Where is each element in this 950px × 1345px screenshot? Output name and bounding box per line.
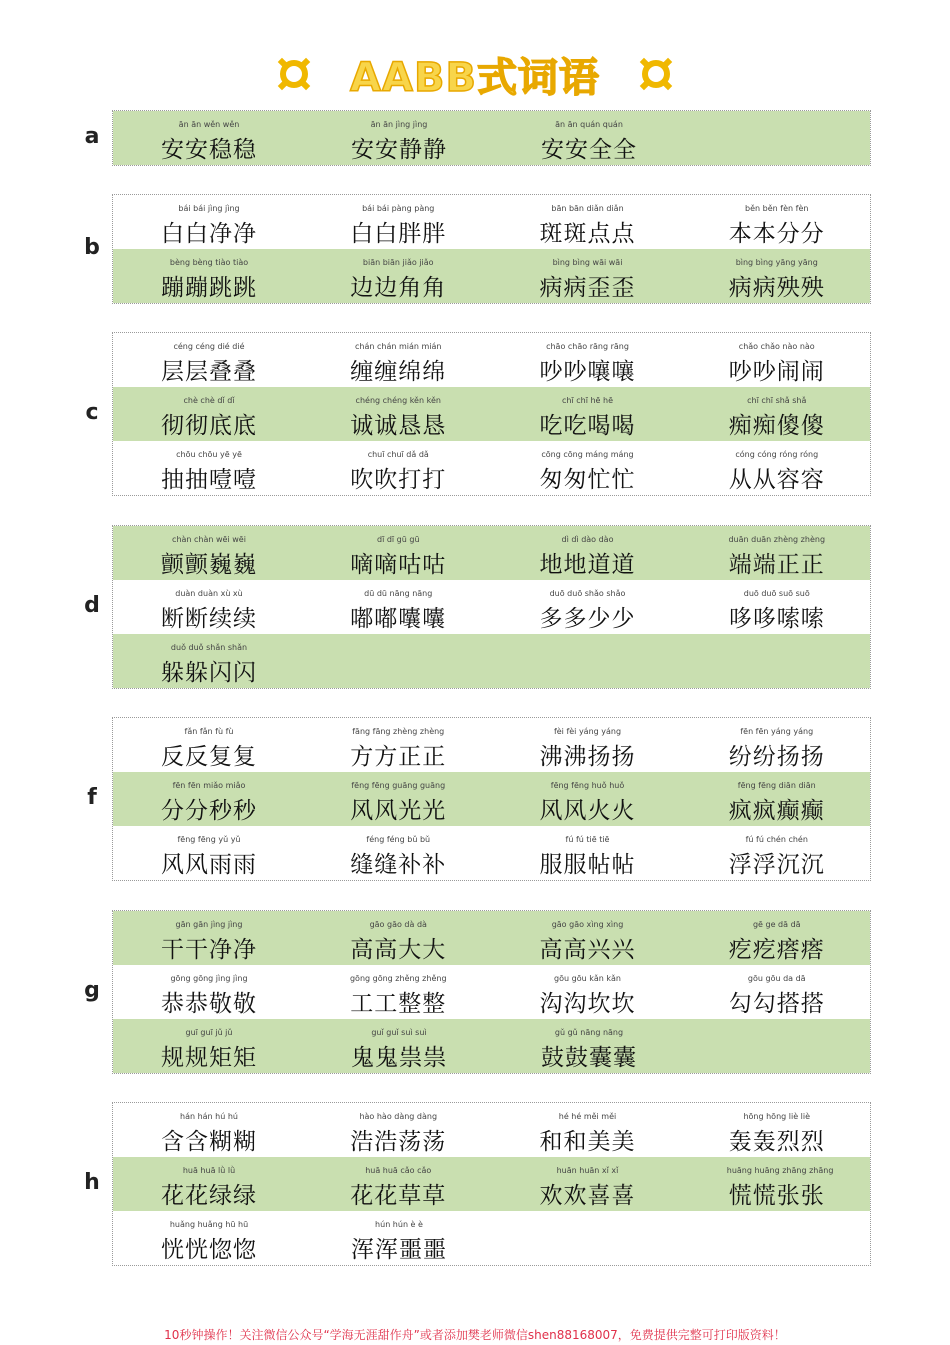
word-item [113, 195, 302, 249]
hanzi-word: 花花绿绿 [161, 1183, 257, 1209]
hanzi-word: 恍恍惚惚 [161, 1237, 257, 1263]
word-row [113, 718, 870, 772]
pinyin: gōu gōu da dā [747, 974, 806, 983]
word-item [302, 965, 491, 1019]
word-item [302, 195, 491, 249]
hanzi-word: 吵吵嚷嚷 [539, 359, 636, 385]
hanzi-word: 哆哆嗦嗦 [728, 606, 825, 632]
footer-note: 10秒钟操作！关注微信公众号“学海无涯甜作舟”或者添加樊老师微信shen88168007，免费提供完整可打印版资料！ [164, 1328, 786, 1342]
word-item [681, 826, 870, 880]
word-row [113, 387, 870, 441]
hanzi-word: 欢欢喜喜 [539, 1183, 636, 1209]
pinyin: fēng fēng diān diān [737, 781, 816, 790]
pinyin: fēng fēng guāng guāng [351, 781, 446, 790]
hanzi-word: 吵吵闹闹 [728, 359, 825, 385]
pinyin: gōu gōu kǎn kǎn [554, 974, 621, 983]
sun-icon-left [274, 54, 314, 94]
hanzi-word: 风风雨雨 [161, 852, 257, 878]
pinyin: duō duō suō suō [743, 589, 810, 598]
page-title: AABB式词语 [350, 54, 600, 101]
hanzi-word: 疙疙瘩瘩 [728, 937, 825, 963]
word-item [113, 718, 302, 772]
pinyin: chī chī shǎ shǎ [747, 396, 807, 405]
word-item [302, 1157, 491, 1211]
word-item [113, 911, 302, 965]
hanzi-word: 断断续续 [161, 606, 257, 632]
section-box-h [112, 1102, 871, 1266]
pinyin: chàn chàn wēi wēi [172, 535, 246, 544]
hanzi-word: 反反复复 [161, 744, 257, 770]
word-item [303, 111, 493, 165]
hanzi-word: 病病殃殃 [728, 275, 825, 301]
hanzi-word: 缝缝补补 [350, 852, 447, 878]
hanzi-word: 安安稳稳 [161, 137, 257, 163]
pinyin: fēn fēn miǎo miǎo [172, 781, 246, 790]
pinyin: chè chè dǐ dǐ [183, 396, 235, 405]
word-item [113, 249, 302, 303]
pinyin: huā huā cǎo cǎo [365, 1166, 432, 1175]
hanzi-word: 嘟嘟囔囔 [350, 606, 447, 632]
hanzi-word: 工工整整 [350, 991, 447, 1017]
pinyin: chōu chōu yē yē [176, 450, 242, 459]
word-item [681, 387, 870, 441]
word-item [493, 1019, 683, 1073]
word-item [302, 826, 491, 880]
word-item [113, 634, 303, 688]
word-item [302, 772, 491, 826]
section-box-d [112, 525, 871, 689]
word-item [492, 826, 681, 880]
word-item [492, 1103, 681, 1157]
pinyin: dī dī gū gū [376, 535, 420, 544]
word-row [113, 111, 870, 165]
pinyin: gǔ gǔ nāng nāng [554, 1028, 624, 1037]
pinyin: fēn fēn yáng yáng [740, 727, 814, 736]
pinyin: huā huā lǜ lǜ [182, 1166, 236, 1175]
hanzi-word: 服服帖帖 [539, 852, 636, 878]
word-item [302, 333, 491, 387]
pinyin: fēng fēng yǔ yǔ [177, 835, 241, 844]
word-item [113, 1103, 302, 1157]
pinyin: fāng fāng zhèng zhèng [352, 727, 445, 736]
pinyin: huān huān xǐ xǐ [556, 1166, 619, 1175]
hanzi-word: 轰轰烈烈 [728, 1129, 825, 1155]
word-item [493, 111, 683, 165]
section-box-a [112, 110, 871, 166]
word-item [492, 965, 681, 1019]
pinyin: huǎng huǎng hū hū [169, 1220, 249, 1229]
word-row [113, 1211, 870, 1265]
word-item [681, 718, 870, 772]
hanzi-word: 沟沟坎坎 [539, 991, 636, 1017]
pinyin: hún hún è è [375, 1220, 423, 1229]
word-item [113, 111, 303, 165]
word-row [113, 195, 870, 249]
word-item [681, 333, 870, 387]
word-row [113, 249, 870, 303]
pinyin: dì dì dào dào [561, 535, 614, 544]
pinyin: guǐ guǐ suì suì [371, 1028, 427, 1037]
hanzi-word: 疯疯癫癫 [728, 798, 825, 824]
hanzi-word: 躲躲闪闪 [161, 660, 257, 686]
word-item [303, 1211, 493, 1265]
pinyin: bìng bìng yāng yāng [735, 258, 818, 267]
hanzi-word: 病病歪歪 [539, 275, 636, 301]
word-item [492, 911, 681, 965]
hanzi-word: 勾勾搭搭 [728, 991, 825, 1017]
hanzi-word: 浑浑噩噩 [351, 1237, 447, 1263]
word-row [113, 526, 870, 580]
word-row [113, 580, 870, 634]
pinyin: hào hào dàng dàng [359, 1112, 438, 1121]
word-item [113, 1019, 303, 1073]
hanzi-word: 彻彻底底 [161, 413, 257, 439]
hanzi-word: 鼓鼓囊囊 [541, 1045, 637, 1071]
word-item [492, 195, 681, 249]
word-row [113, 333, 870, 387]
hanzi-word: 干干净净 [161, 937, 257, 963]
word-row [113, 1157, 870, 1211]
pinyin: chǎo chǎo nào nào [738, 342, 815, 351]
hanzi-word: 缠缠绵绵 [350, 359, 447, 385]
pinyin: chéng chéng kěn kěn [355, 396, 441, 405]
section-letter: c [85, 400, 99, 425]
section-letter: a [84, 124, 100, 149]
pinyin: hán hán hú hú [180, 1112, 238, 1121]
word-item [113, 526, 302, 580]
page-title-bar [0, 44, 950, 104]
word-item [113, 1211, 303, 1265]
hanzi-word: 鬼鬼祟祟 [351, 1045, 447, 1071]
word-row [113, 965, 870, 1019]
word-item [492, 526, 681, 580]
pinyin: gāo gāo dà dà [369, 920, 427, 929]
word-item [302, 526, 491, 580]
word-item [681, 580, 870, 634]
hanzi-word: 吹吹打打 [350, 467, 447, 493]
word-item [303, 1019, 493, 1073]
word-item [492, 718, 681, 772]
word-item [302, 580, 491, 634]
hanzi-word: 安安全全 [541, 137, 637, 163]
hanzi-word: 沸沸扬扬 [539, 744, 636, 770]
pinyin: duān duān zhèng zhèng [728, 535, 826, 544]
word-row [113, 1019, 870, 1073]
word-row [113, 634, 870, 688]
pinyin: féng féng bǔ bǔ [366, 835, 431, 844]
pinyin: ān ān quán quán [555, 120, 623, 129]
pinyin: fǎn fǎn fù fù [184, 727, 234, 736]
pinyin: ān ān wěn wěn [178, 120, 240, 129]
pinyin: cóng cóng róng róng [735, 450, 819, 459]
pinyin: gōng gōng zhěng zhěng [349, 974, 447, 983]
section-box-g [112, 910, 871, 1074]
hanzi-word: 风风光光 [350, 798, 447, 824]
word-item [492, 580, 681, 634]
word-item [113, 772, 302, 826]
pinyin: chuī chuī dǎ dǎ [367, 450, 429, 459]
hanzi-word: 分分秒秒 [161, 798, 257, 824]
pinyin: dū dū nāng nāng [364, 589, 433, 598]
hanzi-word: 含含糊糊 [161, 1129, 257, 1155]
pinyin: duàn duàn xù xù [175, 589, 243, 598]
hanzi-word: 安安静静 [351, 137, 447, 163]
word-item [113, 333, 302, 387]
hanzi-word: 痴痴傻傻 [728, 413, 825, 439]
pinyin: bái bái pàng pàng [362, 204, 435, 213]
hanzi-word: 蹦蹦跳跳 [161, 275, 257, 301]
hanzi-word: 高高大大 [350, 937, 447, 963]
hanzi-word: 地地道道 [539, 552, 636, 578]
pinyin: duō duō shǎo shǎo [549, 589, 626, 598]
word-item [492, 1157, 681, 1211]
hanzi-word: 方方正正 [350, 744, 447, 770]
word-row [113, 911, 870, 965]
pinyin: běn běn fèn fèn [745, 204, 809, 213]
word-item [113, 387, 302, 441]
word-row [113, 441, 870, 495]
hanzi-word: 规规矩矩 [161, 1045, 257, 1071]
pinyin: fú fú chén chén [745, 835, 808, 844]
section-box-c [112, 332, 871, 496]
pinyin: gān gān jìng jìng [175, 920, 243, 929]
hanzi-word: 白白净净 [161, 221, 257, 247]
hanzi-word: 吃吃喝喝 [539, 413, 636, 439]
word-item [492, 333, 681, 387]
section-box-b [112, 194, 871, 304]
word-item [302, 1103, 491, 1157]
hanzi-word: 诚诚恳恳 [350, 413, 447, 439]
word-item [113, 441, 302, 495]
hanzi-word: 嘀嘀咕咕 [350, 552, 447, 578]
hanzi-word: 风风火火 [539, 798, 636, 824]
hanzi-word: 颤颤巍巍 [161, 552, 257, 578]
word-row [113, 772, 870, 826]
hanzi-word: 匆匆忙忙 [539, 467, 636, 493]
word-item [681, 965, 870, 1019]
hanzi-word: 纷纷扬扬 [728, 744, 825, 770]
pinyin: hōng hōng liè liè [743, 1112, 811, 1121]
word-row [113, 826, 870, 880]
hanzi-word: 高高兴兴 [539, 937, 636, 963]
hanzi-word: 花花草草 [350, 1183, 447, 1209]
word-item [302, 249, 491, 303]
hanzi-word: 端端正正 [728, 552, 825, 578]
word-item [681, 1103, 870, 1157]
hanzi-word: 抽抽噎噎 [161, 467, 257, 493]
word-item [492, 249, 681, 303]
word-item [492, 441, 681, 495]
hanzi-word: 白白胖胖 [350, 221, 447, 247]
hanzi-word: 斑斑点点 [539, 221, 636, 247]
hanzi-word: 多多少少 [539, 606, 636, 632]
hanzi-word: 边边角角 [350, 275, 447, 301]
pinyin: guī guī jǔ jǔ [185, 1028, 233, 1037]
word-item [681, 441, 870, 495]
hanzi-word: 从从容容 [728, 467, 825, 493]
pinyin: gōng gōng jìng jìng [170, 974, 248, 983]
word-item [681, 526, 870, 580]
hanzi-word: 慌慌张张 [728, 1183, 825, 1209]
pinyin: céng céng dié dié [173, 342, 245, 351]
word-item [302, 911, 491, 965]
hanzi-word: 浩浩荡荡 [350, 1129, 447, 1155]
section-letter: f [87, 785, 97, 810]
word-item [113, 580, 302, 634]
pinyin: chī chī hē hē [562, 396, 613, 405]
word-item [302, 387, 491, 441]
pinyin: bān bān diǎn diǎn [551, 204, 624, 213]
pinyin: fēng fēng huǒ huǒ [550, 781, 625, 790]
section-letter: g [84, 978, 100, 1003]
pinyin: bèng bèng tiào tiào [169, 258, 249, 267]
section-letter: d [84, 593, 100, 618]
pinyin: gē ge dā dā [752, 920, 801, 929]
pinyin: cōng cōng máng máng [541, 450, 634, 459]
word-item [113, 826, 302, 880]
pinyin: duǒ duǒ shǎn shǎn [170, 643, 248, 652]
word-item [492, 387, 681, 441]
pinyin: bìng bìng wāi wāi [552, 258, 623, 267]
word-item [492, 772, 681, 826]
hanzi-word: 本本分分 [728, 221, 825, 247]
sun-icon-right [636, 54, 676, 94]
hanzi-word: 浮浮沉沉 [728, 852, 825, 878]
hanzi-word: 恭恭敬敬 [161, 991, 257, 1017]
pinyin: bái bái jìng jìng [178, 204, 240, 213]
pinyin: hé hé měi měi [558, 1112, 617, 1121]
hanzi-word: 和和美美 [539, 1129, 636, 1155]
pinyin: gāo gāo xìng xìng [551, 920, 624, 929]
hanzi-word: 层层叠叠 [161, 359, 257, 385]
pinyin: biān biān jiǎo jiǎo [362, 258, 434, 267]
pinyin: huāng huāng zhāng zhāng [726, 1166, 834, 1175]
pinyin: ān ān jìng jìng [370, 120, 428, 129]
section-box-f [112, 717, 871, 881]
word-item [302, 718, 491, 772]
word-item [681, 249, 870, 303]
word-item [681, 195, 870, 249]
word-item [302, 441, 491, 495]
pinyin: chán chán mián mián [355, 342, 442, 351]
section-letter: h [84, 1170, 100, 1195]
pinyin: fèi fèi yáng yáng [553, 727, 622, 736]
word-row [113, 1103, 870, 1157]
pinyin: chāo chāo rāng rāng [546, 342, 629, 351]
word-item [681, 1157, 870, 1211]
word-item [113, 1157, 302, 1211]
word-item [681, 772, 870, 826]
section-letter: b [84, 235, 100, 260]
pinyin: fú fú tiē tiē [565, 835, 610, 844]
word-item [113, 965, 302, 1019]
word-item [681, 911, 870, 965]
